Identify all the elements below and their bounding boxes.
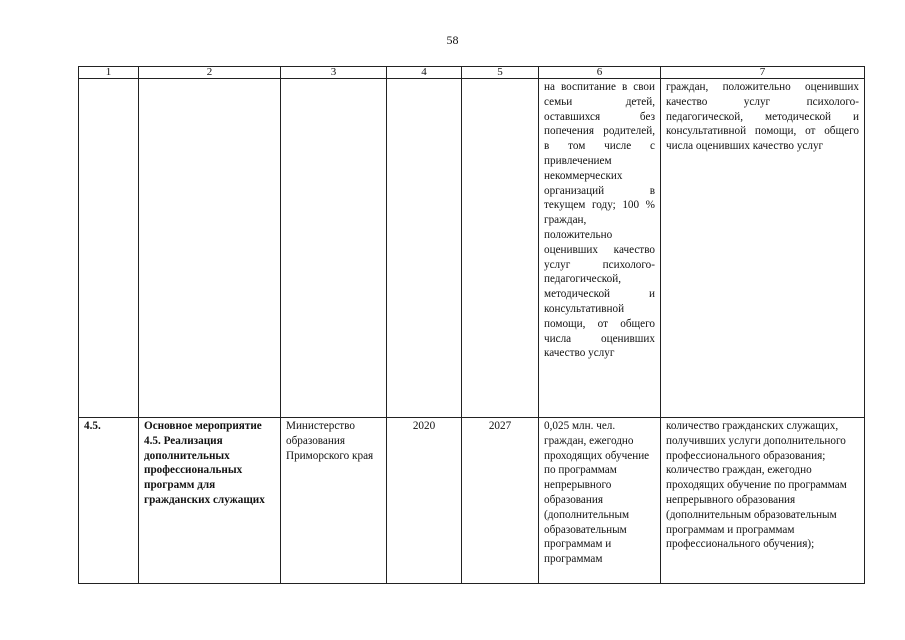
row-number-cell: 4.5. bbox=[79, 418, 139, 584]
result-continuation-cell: на воспитание в свои семьи детей, оставшихся без попечения родителей, в том числе с привлечением некоммерческих организаций в текущем году; 100 % граждан, положительно оценивших качество услуг психолого-педагогической, методической и консультативной помощи, от общего числа оценивших качество услуг bbox=[539, 79, 661, 418]
program-table bbox=[78, 66, 865, 584]
start-year-cell: 2020 bbox=[387, 418, 462, 584]
table-row-continuation bbox=[79, 79, 865, 418]
result-cell: 0,025 млн. чел. граждан, ежегодно проходящих обучение по программам непрерывного образования (дополнительным образовательным программам и программам bbox=[539, 418, 661, 584]
column-number-4: 4 bbox=[387, 67, 462, 79]
cell-empty bbox=[281, 79, 387, 418]
cell-empty bbox=[462, 79, 539, 418]
column-number-5: 5 bbox=[462, 67, 539, 79]
end-year-cell: 2027 bbox=[462, 418, 539, 584]
column-number-2: 2 bbox=[139, 67, 281, 79]
column-number-1: 1 bbox=[79, 67, 139, 79]
cell-empty bbox=[79, 79, 139, 418]
indicators-continuation-cell: граждан, положительно оценивших качество услуг психолого-педагогической, методической и консультативной помощи, от общего числа оценивших качество услуг bbox=[661, 79, 865, 418]
activity-name-cell: Основное мероприятие 4.5. Реализация дополнительных профессиональных программ для гражданских служащих bbox=[139, 418, 281, 584]
cell-empty bbox=[387, 79, 462, 418]
indicators-cell: количество гражданских служащих, получивших услуги дополнительного профессионального образования; количество граждан, ежегодно проходящих обучение по программам непрерывного образования (дополнительным образовательным программам и программам профессионального обучения); bbox=[661, 418, 865, 584]
page-number: 58 bbox=[446, 33, 459, 47]
column-number-6: 6 bbox=[539, 67, 661, 79]
column-number-7: 7 bbox=[661, 67, 865, 79]
cell-empty bbox=[139, 79, 281, 418]
executor-cell: Министерство образования Приморского края bbox=[281, 418, 387, 584]
column-number-3: 3 bbox=[281, 67, 387, 79]
column-number-row bbox=[79, 67, 865, 79]
table-row-4-5 bbox=[79, 418, 865, 584]
